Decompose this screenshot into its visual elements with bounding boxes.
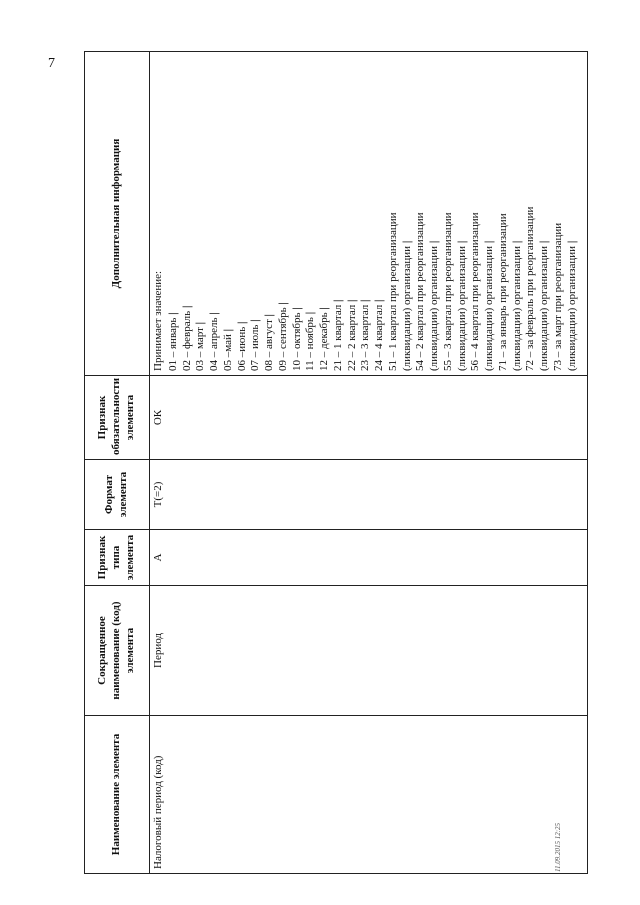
info-value-item: 05 –май | — [222, 56, 236, 371]
header-short-name: Сокращенное наименование (код) элемента — [85, 586, 150, 716]
info-value-item: 07 – июль | — [249, 56, 263, 371]
header-format: Формат элемента — [85, 460, 150, 530]
info-value-item: 22 – 2 квартал | — [346, 56, 360, 371]
info-value-item: 03 – март | — [194, 56, 208, 371]
cell-info — [150, 52, 588, 376]
info-value-item: 04 – апрель | — [208, 56, 222, 371]
info-value-item: 12 – декабрь | — [318, 56, 332, 371]
info-value-item: 51 – 1 квартал при реорганизации (ликвидации) организации | — [387, 56, 415, 371]
table-row — [150, 52, 588, 874]
cell-short-name: Период — [150, 586, 588, 716]
info-value-item: 24 – 4 квартал | — [373, 56, 387, 371]
info-value-item: 10 – октябрь | — [291, 56, 305, 371]
info-value-item: 21 – 1 квартал | — [332, 56, 346, 371]
cell-format: T(=2) — [150, 460, 588, 530]
info-value-item: 56 – 4 квартал при реорганизации (ликвидации) организации | — [469, 56, 497, 371]
info-value-item: 54 – 2 квартал при реорганизации (ликвидации) организации | — [414, 56, 442, 371]
info-value-item: 02 – февраль | — [181, 56, 195, 371]
print-stamp: 11.09.2015 12:25 — [554, 822, 562, 872]
info-value-item: 09 – сентябрь | — [277, 56, 291, 371]
info-value-item: 06 –июнь | — [236, 56, 250, 371]
info-value-item: 71 – за январь при реорганизации (ликвидации) организации | — [497, 56, 525, 371]
info-value-item: 01 – январь | — [167, 56, 181, 371]
element-table — [84, 51, 588, 874]
info-value-item: 23 – 3 квартал | — [359, 56, 373, 371]
info-intro: Принимает значение: — [152, 270, 164, 371]
rotated-table-container — [84, 52, 588, 874]
cell-name: Налоговый период (код) — [150, 716, 588, 874]
cell-type: А — [150, 530, 588, 586]
header-info: Дополнительная информация — [85, 52, 150, 376]
info-values-list — [167, 56, 580, 371]
info-value-item: 11 – ноябрь | — [304, 56, 318, 371]
header-type: Признак типа элемента — [85, 530, 150, 586]
header-name: Наименование элемента — [85, 716, 150, 874]
page-number: 7 — [48, 56, 55, 71]
cell-mandatory: ОК — [150, 376, 588, 460]
info-value-item: 08 – август | — [263, 56, 277, 371]
table-header-row — [85, 52, 150, 874]
header-mandatory: Признак обязательности элемента — [85, 376, 150, 460]
info-value-item: 55 – 3 квартал при реорганизации (ликвидации) организации | — [442, 56, 470, 371]
info-value-item: 72 – за февраль при реорганизации (ликвидации) организации | — [524, 56, 552, 371]
info-value-item: 73 – за март при реорганизации (ликвидации) организации | — [552, 56, 580, 371]
